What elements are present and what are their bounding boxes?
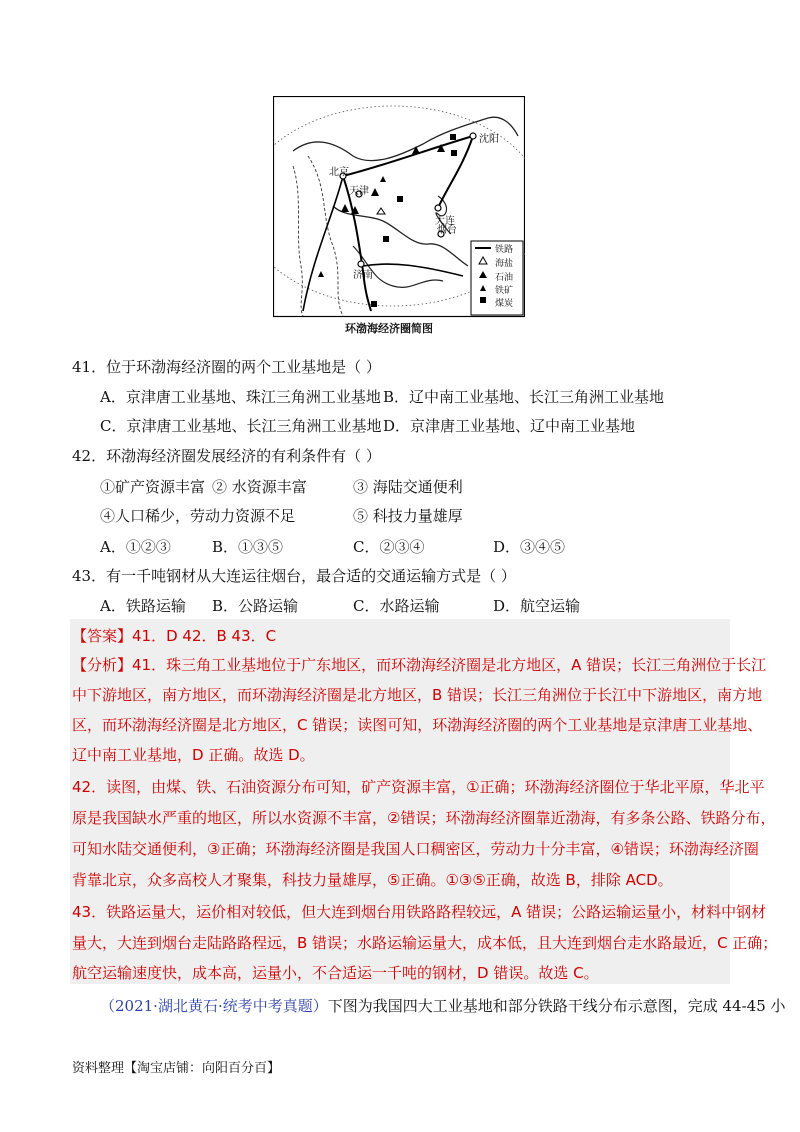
map-caption: 环渤海经济圈简图 [345, 322, 433, 335]
analysis-line-5: 42．读图，由煤、铁、石油资源分布可知，矿产资源丰富，①正确；环渤海经济圈位于华北平原，华北平 [72, 778, 765, 796]
q42-item-1: ①矿产资源丰富 [100, 478, 206, 496]
next-question-source: （2021·湖北黄石·统考中考真题） [100, 997, 328, 1015]
city-label-beijing: 北京 [329, 167, 349, 178]
analysis-line-11: 航空运输速度快，成本高，运量小，不合适运一千吨的钢材，D 错误。故选 C。 [72, 964, 599, 982]
map-figure [273, 96, 525, 338]
q41-option-a[interactable]: A．京津唐工业基地、珠江三角洲工业基地 [100, 388, 381, 406]
q41-option-c[interactable]: C．京津唐工业基地、长江三角洲工业基地 [100, 417, 382, 435]
city-label-tianjin: 天津 [349, 186, 369, 197]
q42-option-a[interactable]: A．①②③ [100, 538, 171, 556]
q42-option-d[interactable]: D．③④⑤ [493, 538, 566, 556]
analysis-line-7: 可知水陆交通便利，③正确；环渤海经济圈是我国人口稠密区，劳动力十分丰富，④错误；环渤海经济圈 [72, 840, 759, 858]
legend-railway: 铁路 [495, 245, 514, 255]
q41-option-b[interactable]: B．辽中南工业基地、长江三角洲工业基地 [383, 388, 665, 406]
analysis-line-4: 辽中南工业基地，D 正确。故选 D。 [72, 746, 315, 764]
city-label-shenyang: 沈阳 [479, 134, 499, 145]
q42-item-5: ⑤ 科技力量雄厚 [353, 507, 463, 525]
city-label-jinan: 济南 [353, 270, 373, 281]
legend-sea-salt: 海盐 [495, 259, 514, 269]
q41-option-d[interactable]: D．京津唐工业基地、辽中南工业基地 [383, 417, 636, 435]
legend-iron-ore: 铁矿 [495, 286, 514, 296]
legend-coal: 煤炭 [495, 299, 514, 309]
next-question-text: 下图为我国四大工业基地和部分铁路干线分布示意图，完成 44-45 小 [327, 997, 786, 1015]
q42-item-2: ② 水资源丰富 [212, 478, 307, 496]
q43-option-c[interactable]: C．水路运输 [353, 597, 440, 615]
q41-stem: 41．位于环渤海经济圈的两个工业基地是（ ） [72, 358, 381, 376]
analysis-line-10: 量大，大连到烟台走陆路路程远，B 错误；水路运输运量大，成本低，且大连到烟台走水路最近，C 正确； [72, 934, 778, 952]
next-question-intro [100, 996, 786, 1016]
answer-line: 【答案】41．D 42．B 43．C [72, 627, 277, 645]
q43-option-b[interactable]: B．公路运输 [212, 597, 299, 615]
city-label-yantai: 烟台 [437, 225, 457, 236]
q43-option-a[interactable]: A．铁路运输 [100, 597, 186, 615]
q43-stem: 43．有一千吨钢材从大连运往烟台，最合适的交通运输方式是（ ） [72, 567, 516, 585]
analysis-line-2: 中下游地区，南方地区，而环渤海经济圈是北方地区，B 错误；长江三角洲位于长江中下游地区，南方地 [72, 686, 763, 704]
q42-item-4: ④人口稀少，劳动力资源不足 [100, 507, 296, 525]
analysis-line-3: 区，而环渤海经济圈是北方地区，C 错误；读图可知，环渤海经济圈的两个工业基地是京津唐工业基地、 [72, 716, 763, 734]
city-label-dalian: 大连 [435, 216, 455, 227]
q42-item-3: ③ 海陆交通便利 [353, 478, 463, 496]
page-footer: 资料整理【淘宝店铺：向阳百分百】 [72, 1061, 281, 1076]
analysis-line-6: 原是我国缺水严重的地区，所以水资源不丰富，②错误；环渤海经济圈靠近渤海，有多条公路、铁路分布， [72, 809, 776, 827]
q42-option-c[interactable]: C．②③④ [353, 538, 425, 556]
analysis-line-1: 【分析】41．珠三角工业基地位于广东地区，而环渤海经济圈是北方地区，A 错误；长江三角洲位于长江 [72, 656, 767, 674]
analysis-line-8: 背靠北京，众多高校人才聚集，科技力量雄厚，⑤正确。①③⑤正确，故选 B，排除 ACD。 [72, 871, 673, 889]
analysis-line-9: 43．铁路运量大，运价相对较低，但大连到烟台用铁路路程较远，A 错误；公路运输运量小，材料中钢材 [72, 903, 767, 921]
legend-oil: 石油 [495, 273, 514, 283]
q42-stem: 42．环渤海经济圈发展经济的有利条件有（ ） [72, 447, 381, 465]
q43-option-d[interactable]: D．航空运输 [493, 597, 581, 615]
q42-option-b[interactable]: B．①③⑤ [212, 538, 284, 556]
